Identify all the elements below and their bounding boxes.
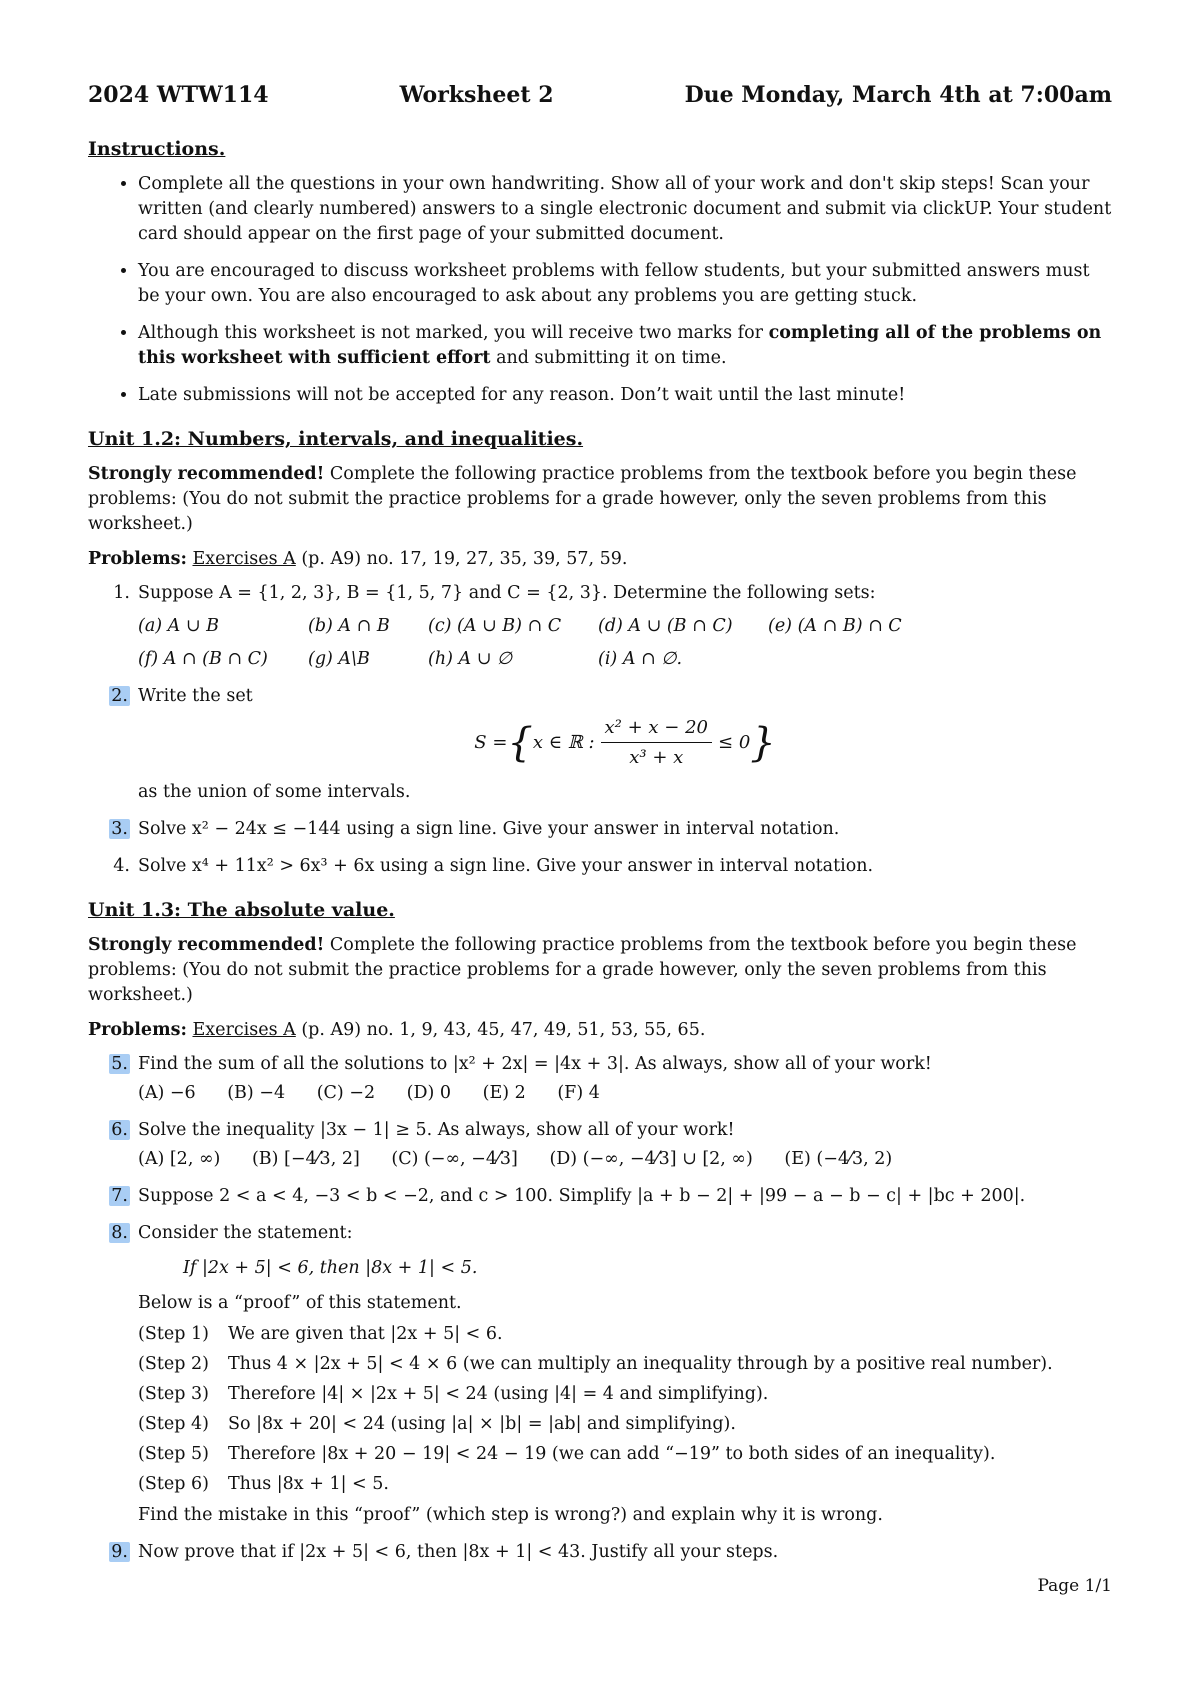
exercises-link[interactable]: Exercises A	[192, 1020, 296, 1040]
question-parts	[138, 614, 1112, 672]
question-number: 4.	[113, 856, 130, 876]
step-label: (Step 1)	[138, 1324, 209, 1344]
question-1	[88, 581, 1112, 672]
part: (h) A ∪ ∅	[428, 649, 513, 669]
question-text: Find the sum of all the solutions to |x² + 2x| = |4x + 3|. As always, show all of your work!	[138, 1054, 932, 1074]
equation-lhs: S =	[474, 732, 508, 753]
part: (f) A ∩ (B ∩ C)	[138, 649, 268, 669]
unit-1-3-title: Unit 1.3: The absolute value.	[88, 899, 395, 921]
proof-step	[138, 1472, 1112, 1497]
question-text: Now prove that if |2x + 5| < 6, then |8x + 1| < 43. Justify all your steps.	[138, 1542, 779, 1562]
question-text: Suppose A = {1, 2, 3}, B = {1, 5, 7} and C = {2, 3}. Determine the following sets:	[138, 583, 876, 603]
option: (F) 4	[557, 1083, 600, 1103]
answer-options	[138, 1081, 1112, 1106]
question-text-after: as the union of some intervals.	[138, 782, 411, 802]
option: (E) 2	[482, 1083, 526, 1103]
proof-step	[138, 1352, 1112, 1377]
proof-step	[138, 1412, 1112, 1437]
question-text: Suppose 2 < a < 4, −3 < b < −2, and c > 100. Simplify |a + b − 2| + |99 − a − b − c| + |bc + 200|.	[138, 1186, 1026, 1206]
question-text: Solve the inequality |3x − 1| ≥ 5. As always, show all of your work!	[138, 1120, 735, 1140]
instruction-text: and submitting it on time.	[490, 348, 727, 368]
question-8	[88, 1221, 1112, 1528]
question-number: 9.	[111, 1542, 128, 1562]
step-label: (Step 3)	[138, 1384, 209, 1404]
instruction-item: • Late submissions will not be accepted for any reason. Don’t wait until the last minute!	[138, 383, 1112, 408]
recommendation-text: Complete the following practice problems from the textbook before you begin these problems: (You do not submit the practice problems for a grade however, only the seven problems from this worksheet.)	[88, 935, 1077, 1005]
equation-rhs: ≤ 0	[718, 732, 751, 753]
answer-options	[138, 1147, 1112, 1172]
question-number: 8.	[111, 1223, 128, 1243]
recommendation-label: Strongly recommended!	[88, 464, 325, 484]
step-text: Thus 4 × |2x + 5| < 4 × 6 (we can multiply an inequality through by a positive real number).	[228, 1354, 1053, 1374]
step-label: (Step 4)	[138, 1414, 209, 1434]
proof-steps	[138, 1322, 1112, 1497]
instruction-item: • Complete all the questions in your own handwriting. Show all of your work and don't skip steps! Scan your written (and clearly numbered) answers to a single electronic document and submit via clickUP. Your student card should appear on the first page of your submitted document.	[138, 172, 1112, 247]
question-2	[88, 684, 1112, 805]
question-number: 5.	[111, 1054, 128, 1074]
header	[88, 82, 1112, 108]
part: (g) A\B	[308, 649, 370, 669]
instruction-text: Although this worksheet is not marked, you will receive two marks for	[138, 323, 769, 343]
question-text: Write the set	[138, 686, 253, 706]
step-text: So |8x + 20| < 24 (using |a| × |b| = |ab| and simplifying).	[228, 1414, 736, 1434]
course-code: 2024 WTW114	[88, 82, 269, 108]
question-4	[88, 854, 1112, 879]
option: (D) (−∞, −4⁄3] ∪ [2, ∞)	[549, 1149, 753, 1169]
question-number: 1.	[113, 583, 130, 603]
page-number: Page 1/1	[1037, 1576, 1112, 1596]
recommendation	[88, 462, 1112, 537]
problems-label: Problems:	[88, 549, 187, 569]
question-9	[88, 1540, 1112, 1565]
proof-intro: Below is a “proof” of this statement.	[138, 1293, 462, 1313]
option: (A) [2, ∞)	[138, 1149, 221, 1169]
question-7	[88, 1184, 1112, 1209]
instruction-bold: completing all of the problems on this worksheet with sufficient effort	[138, 323, 1102, 368]
proof-step	[138, 1382, 1112, 1407]
part: (a) A ∪ B	[138, 616, 219, 636]
option: (B) [−4⁄3, 2]	[251, 1149, 360, 1169]
option: (D) 0	[406, 1083, 452, 1103]
option: (E) (−4⁄3, 2)	[784, 1149, 893, 1169]
step-label: (Step 5)	[138, 1444, 209, 1464]
problems-list: (p. A9) no. 17, 19, 27, 35, 39, 57, 59.	[295, 549, 628, 569]
statement: If |2x + 5| < 6, then |8x + 1| < 5.	[183, 1258, 478, 1278]
set-equation	[138, 715, 1112, 770]
recommendation-label: Strongly recommended!	[88, 935, 325, 955]
part: (b) A ∩ B	[308, 616, 390, 636]
problems-list: (p. A9) no. 1, 9, 43, 45, 47, 49, 51, 53, 55, 65.	[295, 1020, 706, 1040]
question-number: 7.	[111, 1186, 128, 1206]
step-text: Therefore |8x + 20 − 19| < 24 − 19 (we can add “−19” to both sides of an inequality).	[228, 1444, 996, 1464]
part: (c) (A ∪ B) ∩ C	[428, 616, 562, 636]
question-5	[88, 1052, 1112, 1106]
part: (i) A ∩ ∅.	[598, 649, 683, 669]
worksheet-title: Worksheet 2	[399, 82, 554, 108]
step-text: Therefore |4| × |2x + 5| < 24 (using |4| = 4 and simplifying).	[228, 1384, 769, 1404]
step-text: We are given that |2x + 5| < 6.	[228, 1324, 503, 1344]
option: (B) −4	[227, 1083, 286, 1103]
proof-task: Find the mistake in this “proof” (which step is wrong?) and explain why it is wrong.	[138, 1505, 883, 1525]
practice-problems	[88, 1020, 1112, 1040]
question-number: 3.	[111, 819, 128, 839]
proof-step	[138, 1322, 1112, 1347]
right-brace-icon: }	[750, 719, 776, 766]
fraction	[601, 715, 712, 770]
question-number: 6.	[111, 1120, 128, 1140]
option: (A) −6	[138, 1083, 196, 1103]
step-label: (Step 6)	[138, 1474, 209, 1494]
option: (C) (−∞, −4⁄3]	[391, 1149, 518, 1169]
left-brace-icon: {	[507, 719, 533, 766]
problems-label: Problems:	[88, 1020, 187, 1040]
unit-1-2-title: Unit 1.2: Numbers, intervals, and inequalities.	[88, 428, 584, 450]
question-text: Solve x² − 24x ≤ −144 using a sign line. Give your answer in interval notation.	[138, 819, 840, 839]
question-number: 2.	[111, 686, 128, 706]
practice-problems	[88, 549, 1112, 569]
proof-step	[138, 1442, 1112, 1467]
instruction-item: • You are encouraged to discuss worksheet problems with fellow students, but your submitted answers must be your own. You are also encouraged to ask about any problems you are getting stuck.	[138, 259, 1112, 309]
part: (e) (A ∩ B) ∩ C	[768, 616, 902, 636]
instructions-title: Instructions.	[88, 138, 226, 160]
recommendation	[88, 933, 1112, 1008]
part: (d) A ∪ (B ∩ C)	[598, 616, 733, 636]
recommendation-text: Complete the following practice problems from the textbook before you begin these problems: (You do not submit the practice problems for a grade however, only the seven problems from this worksheet.)	[88, 464, 1077, 534]
fraction-numerator: x² + x − 20	[601, 715, 712, 743]
due-date: Due Monday, March 4th at 7:00am	[684, 82, 1112, 108]
instruction-item	[138, 321, 1112, 371]
question-text: Solve x⁴ + 11x² > 6x³ + 6x using a sign line. Give your answer in interval notation.	[138, 856, 874, 876]
step-label: (Step 2)	[138, 1354, 209, 1374]
question-text: Consider the statement:	[138, 1223, 353, 1243]
step-text: Thus |8x + 1| < 5.	[228, 1474, 389, 1494]
instructions-list	[88, 172, 1112, 408]
set-builder: x ∈ ℝ :	[532, 732, 595, 753]
question-3	[88, 817, 1112, 842]
fraction-denominator: x³ + x	[629, 747, 684, 768]
option: (C) −2	[316, 1083, 376, 1103]
exercises-link[interactable]: Exercises A	[192, 549, 296, 569]
question-6	[88, 1118, 1112, 1172]
